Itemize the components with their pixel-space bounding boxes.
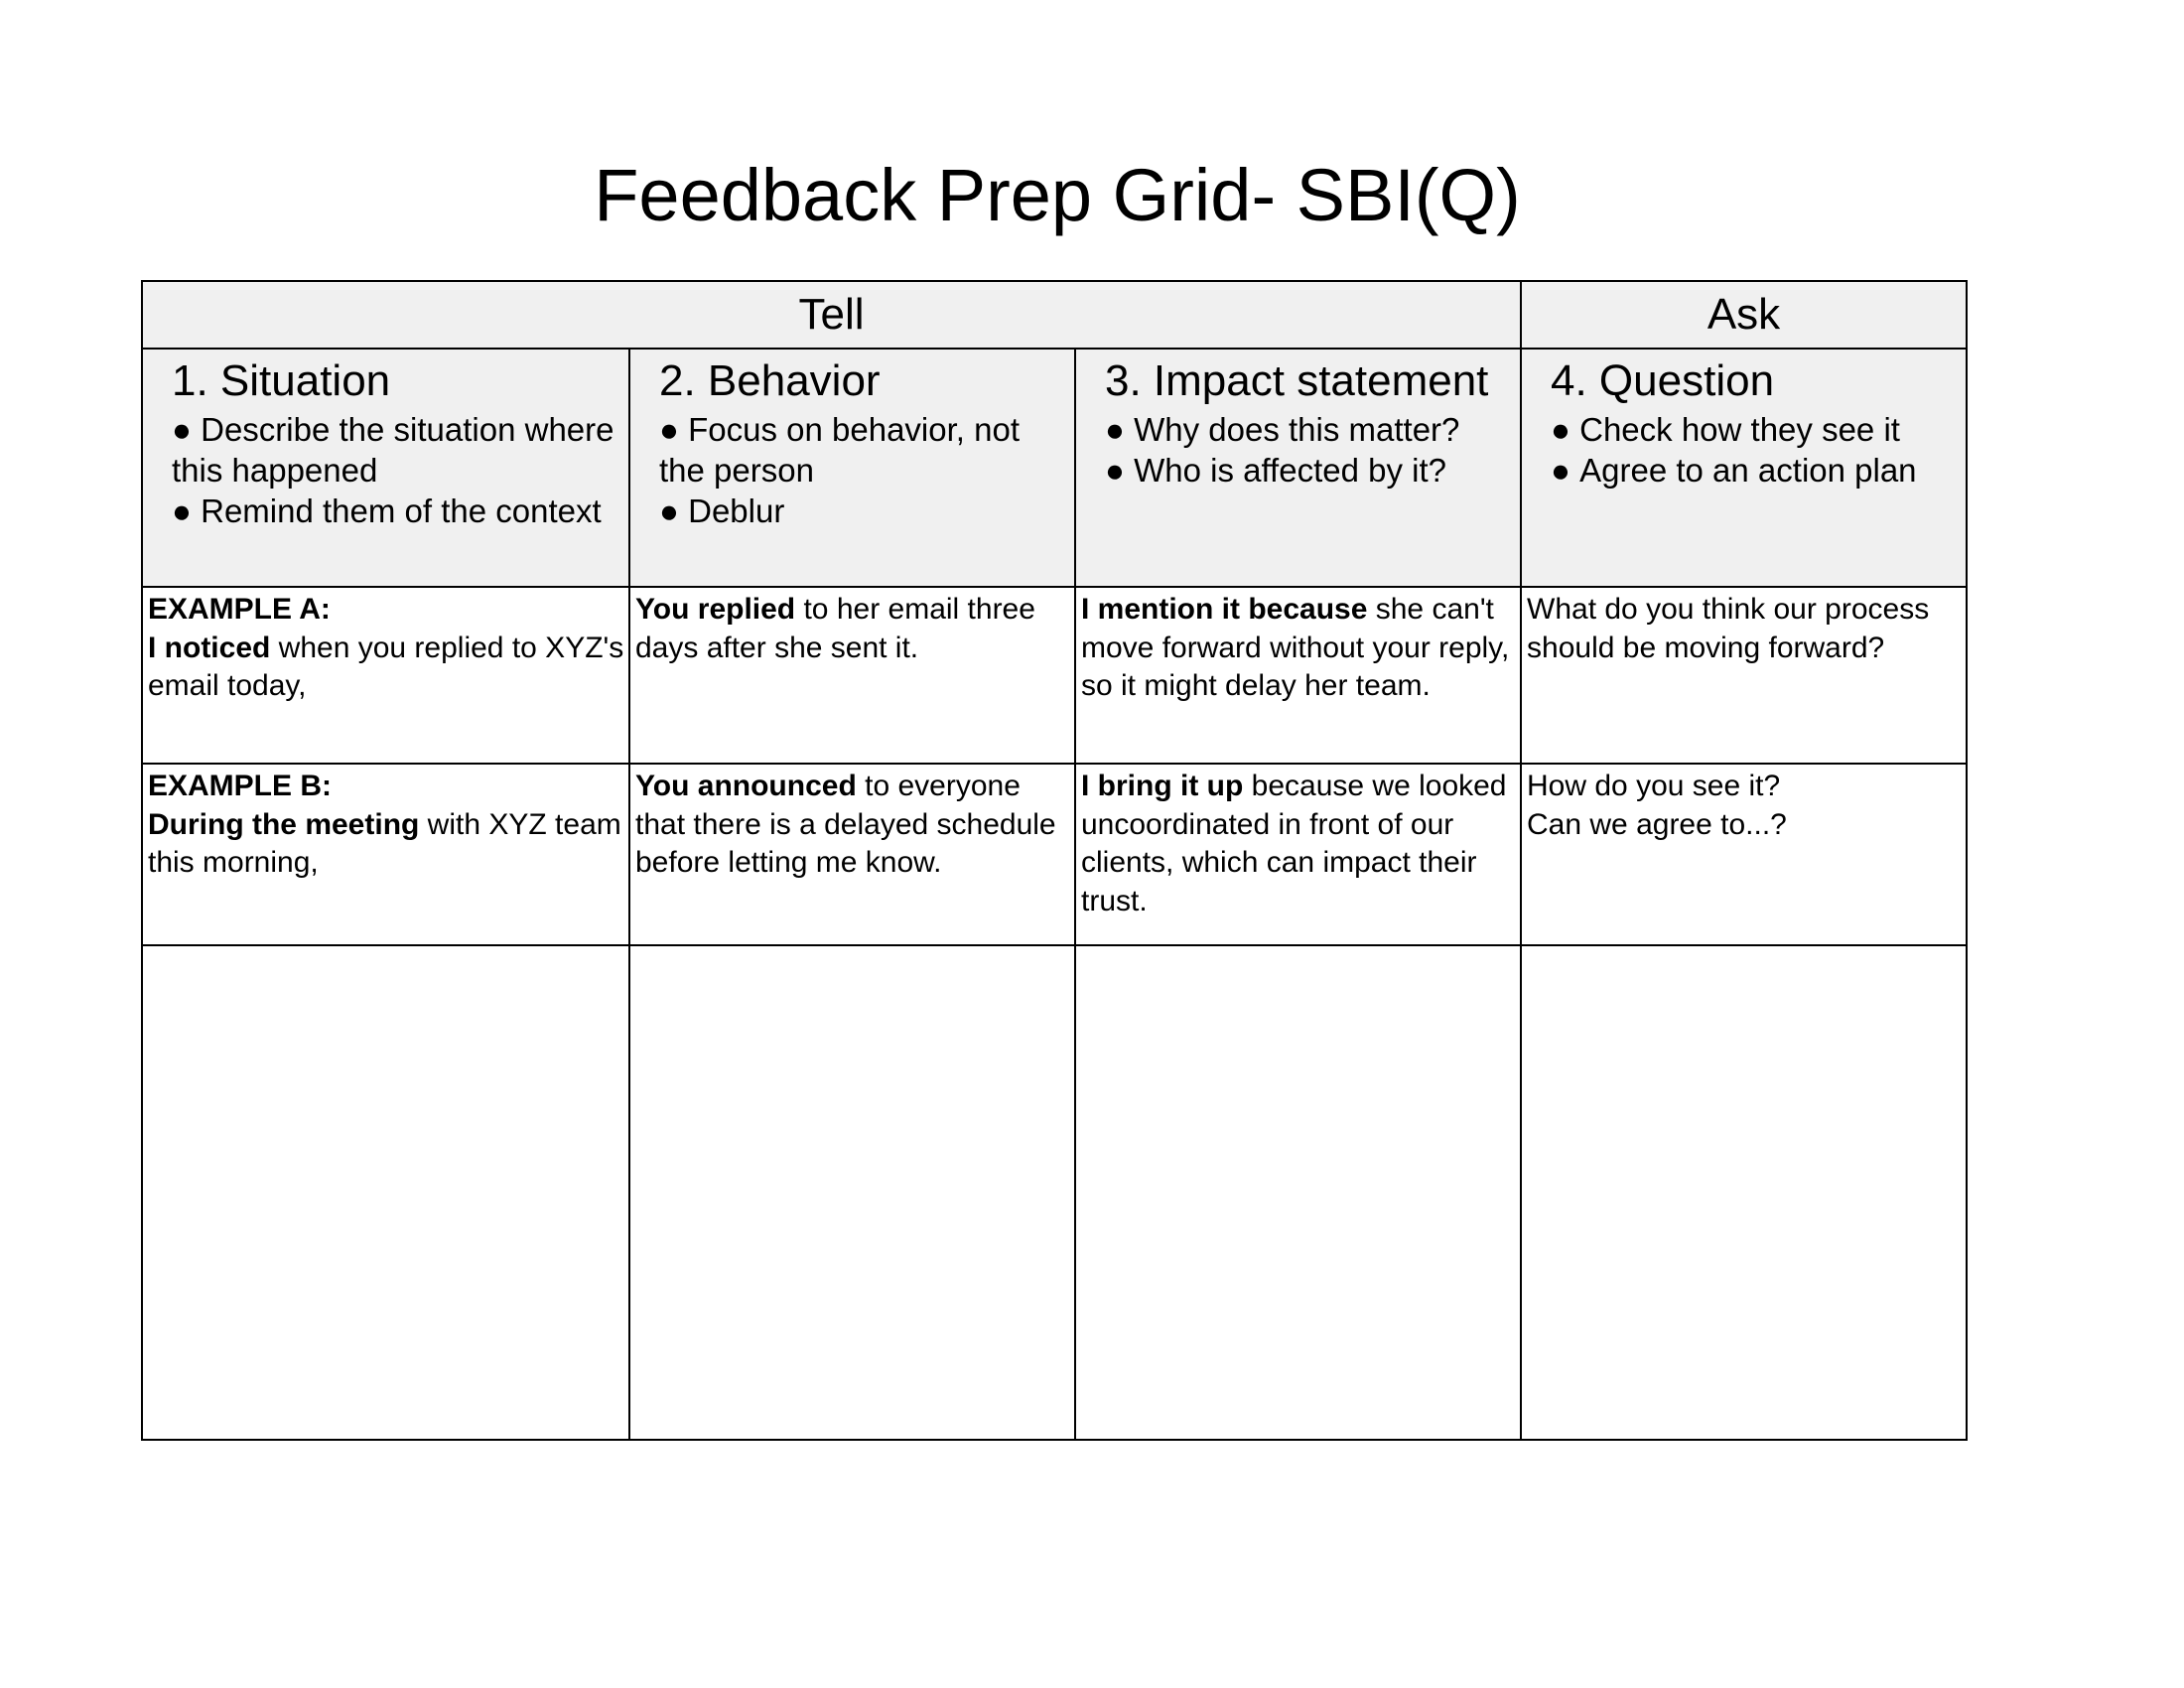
example-b-behavior xyxy=(629,764,1075,945)
example-a-situation xyxy=(142,587,629,764)
bullet-item: ● Check how they see it xyxy=(1551,409,1960,450)
example-a-row xyxy=(142,587,1967,764)
cell-text: she can't move forward without your reply, so it might delay her team. xyxy=(1081,593,1510,702)
bullet-item: ● Why does this matter? xyxy=(1105,409,1514,450)
cell-text: Can we agree to...? xyxy=(1527,807,1787,841)
cell-text: What do you think our process should be moving forward? xyxy=(1527,593,1930,664)
blank-entry-row xyxy=(142,945,1967,1440)
example-b-question xyxy=(1521,764,1967,945)
lead-phrase: I bring it up xyxy=(1081,770,1244,802)
group-header-row xyxy=(142,281,1967,349)
situation-bullets xyxy=(172,409,622,531)
bullet-item: ● Who is affected by it? xyxy=(1105,450,1514,491)
cell-text: because we looked uncoordinated in front of our clients, which can impact their trust. xyxy=(1081,770,1507,917)
blank-question-cell[interactable] xyxy=(1521,945,1967,1440)
cell-text: How do you see it? xyxy=(1527,770,1781,802)
question-header-cell xyxy=(1521,349,1967,587)
lead-phrase: You announced xyxy=(635,770,857,802)
blank-impact-cell[interactable] xyxy=(1075,945,1521,1440)
bullet-item: ● Focus on behavior, not the person xyxy=(659,409,1068,491)
example-b-impact xyxy=(1075,764,1521,945)
behavior-header-cell xyxy=(629,349,1075,587)
impact-bullets xyxy=(1105,409,1514,491)
lead-phrase: I noticed xyxy=(148,631,271,664)
situation-header-cell xyxy=(142,349,629,587)
bullet-item: ● Deblur xyxy=(659,491,1068,531)
example-a-impact xyxy=(1075,587,1521,764)
example-a-behavior xyxy=(629,587,1075,764)
behavior-bullets xyxy=(659,409,1068,531)
bullet-item: ● Agree to an action plan xyxy=(1551,450,1960,491)
lead-phrase: During the meeting xyxy=(148,807,420,841)
document-title: Feedback Prep Grid- SBI(Q) xyxy=(594,154,1521,236)
lead-phrase: I mention it because xyxy=(1081,593,1368,626)
example-a-label: EXAMPLE A: xyxy=(148,593,331,626)
impact-title: 3. Impact statement xyxy=(1105,356,1489,405)
question-title: 4. Question xyxy=(1551,356,1775,405)
example-b-row xyxy=(142,764,1967,945)
example-b-label: EXAMPLE B: xyxy=(148,770,333,802)
cell-text: with XYZ team this morning, xyxy=(148,807,621,879)
cell-text: to her email three days after she sent it. xyxy=(635,593,1035,664)
blank-situation-cell[interactable] xyxy=(142,945,629,1440)
cell-text: when you replied to XYZ's email today, xyxy=(148,631,624,702)
bullet-item: ● Describe the situation where this happened xyxy=(172,409,622,491)
example-b-situation xyxy=(142,764,629,945)
situation-title: 1. Situation xyxy=(172,356,391,405)
blank-behavior-cell[interactable] xyxy=(629,945,1075,1440)
behavior-title: 2. Behavior xyxy=(659,356,881,405)
bullet-item: ● Remind them of the context xyxy=(172,491,622,531)
example-a-question xyxy=(1521,587,1967,764)
question-bullets xyxy=(1551,409,1960,491)
tell-header: Tell xyxy=(142,281,1521,349)
lead-phrase: You replied xyxy=(635,593,796,626)
impact-header-cell xyxy=(1075,349,1521,587)
ask-header: Ask xyxy=(1521,281,1967,349)
column-header-row xyxy=(142,349,1967,587)
feedback-grid xyxy=(141,280,1968,1441)
cell-text: to everyone that there is a delayed schedule before letting me know. xyxy=(635,770,1056,879)
